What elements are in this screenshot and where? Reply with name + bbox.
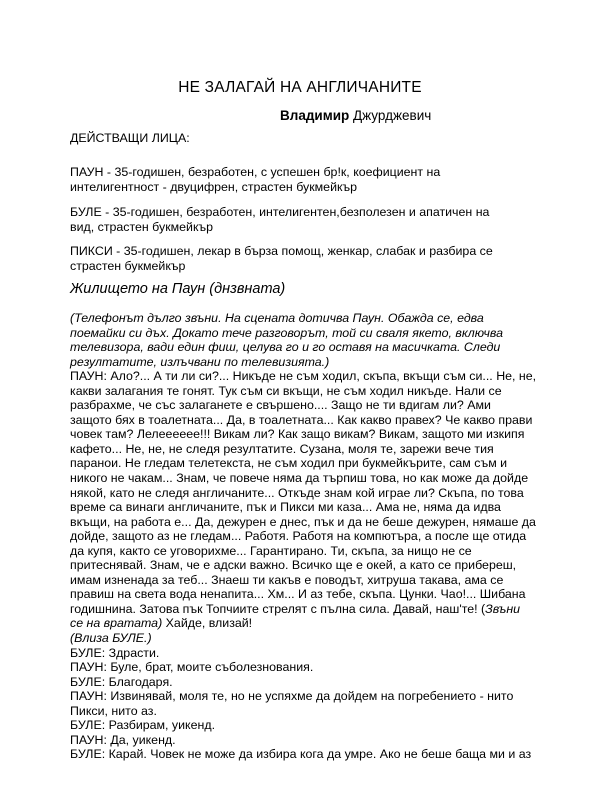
play-line <box>70 442 550 457</box>
play-line <box>70 675 550 690</box>
play-title: НЕ ЗАЛАГАЙ НА АНГЛИЧАНИТЕ <box>178 79 422 96</box>
play-line <box>70 558 550 573</box>
play-line <box>70 529 550 544</box>
play-line <box>70 471 550 486</box>
play-line <box>70 573 550 588</box>
stage-direction: Звъни <box>485 601 521 616</box>
dialogue-text: ПАУН: Буле, брат, моите съболезнования. <box>70 660 314 675</box>
dialogue-text: ПАУН: Ало?... А ти ли си?... Никъде не съм ходил, скъпа, вкъщи съм си... Не, не, <box>70 369 537 384</box>
dialogue-text: годишнина. Затова пък Топчиите стрелят с пълна сила. Давай, наш'те! ( <box>70 601 486 616</box>
play-line <box>70 660 550 675</box>
dialogue-text: никого не чакам... Знам, че повече няма да търпиш това, но как може да дойде <box>70 471 529 486</box>
stage-direction: резултатите, излъчвани по телевизията.) <box>70 354 330 369</box>
dialogue-text: имам изненада за теб... Знаеш ти какъв е поводът, хитруша такава, ама се <box>70 572 504 587</box>
play-line <box>70 718 550 733</box>
play-line <box>70 544 550 559</box>
dialogue-text: БУЛЕ: Разбирам, уикенд. <box>70 718 216 733</box>
dialogue-text: притеснявай. Знам, че е адски важно. Всичко ще е окей, а като се прибереш, <box>70 558 517 573</box>
dialogue-text: какви залагания те гонят. Тук съм си вкъщи, не съм ходил никъде. Нали се <box>70 383 502 398</box>
characters-heading: ДЕЙСТВАЩИ ЛИЦА: <box>70 131 190 145</box>
play-line <box>70 704 550 719</box>
play-line <box>70 369 550 384</box>
character-line: интелигентност - двуцифрен, страстен букмейкър <box>70 179 358 194</box>
character-line: БУЛЕ - 35-годишен, безработен, интелигентен,безполезен и апатичен на <box>70 205 490 219</box>
stage-direction: телевизора, вади един фиш, целува го и го оставя на масичката. Следи <box>70 340 501 355</box>
stage-direction: (Телефонът дълго звъни. На сцената дотичва Паун. Обажда се, едва <box>70 311 484 325</box>
play-line <box>70 646 550 661</box>
stage-direction: поемайки си дъх. Докато тече разговорът, той си сваля якето, включва <box>70 325 503 340</box>
author-first-name: Владимир <box>280 108 350 123</box>
character-line: ПАУН - 35-годишен, безработен, с успешен бр!к, коефициент на <box>70 165 441 179</box>
play-line <box>70 616 550 631</box>
character-line: вид, страстен букмейкър <box>70 219 214 234</box>
dialogue-text: разбрахме, че със залаганете е свършено.... Защо не ти вдигам ли? Ами <box>70 398 491 413</box>
dialogue-text: ПАУН: Извинявай, моля те, но не успяхме да дойдем на погребението - нито <box>70 689 514 704</box>
dialogue-text: БУЛЕ: Благодаря. <box>70 674 173 689</box>
play-line <box>70 747 550 762</box>
play-line <box>70 326 550 341</box>
dialogue-text: да купя, както се уговорихме... Гарантирано. Ти, скъпа, за нищо не се <box>70 543 472 558</box>
play-line <box>70 631 550 646</box>
dialogue-text: паранои. Не гледам телетекста, не съм ходил при букмейкърите, сам съм и <box>70 456 508 471</box>
dialogue-text: Пикси, нито аз. <box>70 703 157 718</box>
play-line <box>70 456 550 471</box>
play-text <box>70 311 550 762</box>
dialogue-text: Хайде, влизай! <box>162 616 253 631</box>
stage-direction: (Влиза БУЛЕ.) <box>70 631 152 646</box>
character-paun <box>70 165 540 194</box>
dialogue-text: дойде, защото аз не гледам... Работя. Работя на компютъра, а после ще отида <box>70 529 527 544</box>
dialogue-text: БУЛЕ: Карай. Човек не може да избира кога да умре. Ако не беше баща ми и аз <box>70 747 532 762</box>
character-line: страстен букмейкър <box>70 258 186 273</box>
character-line: ПИКСИ - 35-годишен, лекар в бърза помощ, женкар, слабак и разбира се <box>70 244 493 258</box>
play-line <box>70 486 550 501</box>
play-line <box>70 689 550 704</box>
play-line <box>70 733 550 748</box>
dialogue-text: БУЛЕ: Здрасти. <box>70 645 160 660</box>
play-line <box>70 413 550 428</box>
dialogue-text: време са винаги англичаните, пък и Пикси ми каза... Ама не, няма да идва <box>70 500 501 515</box>
play-line <box>70 515 550 530</box>
dialogue-text: ПАУН: Да, уикенд. <box>70 732 176 747</box>
play-line <box>70 340 550 355</box>
dialogue-text: правиш на света вода ненапита... Хм... И аз тебе, скъпа. Цунки. Чао!... Шибана <box>70 587 526 602</box>
character-pixi <box>70 244 540 273</box>
play-line <box>70 398 550 413</box>
play-line <box>70 602 550 617</box>
author-last-name: Джурджевич <box>349 108 432 123</box>
play-line <box>70 311 550 326</box>
dialogue-text: кафето... Не, не, не следя резултатите. Сузана, моля те, зарежи вече тия <box>70 441 494 456</box>
play-line <box>70 587 550 602</box>
scene-setting: Жилището на Паун (днзвната) <box>70 281 286 297</box>
dialogue-text: някой, като не следя англичаните... Откъде знам кой играе ли? Скъпа, по това <box>70 485 524 500</box>
play-line <box>70 355 550 370</box>
play-line <box>70 500 550 515</box>
author <box>280 108 431 123</box>
dialogue-text: вкъщи, на работа е... Да, дежурен е днес, пък и да не беше дежурен, нямаше да <box>70 514 536 529</box>
character-bule <box>70 205 540 234</box>
play-line <box>70 427 550 442</box>
dialogue-text: защото бях в тоалетната... Да, в тоалетната... Как какво правех? Че какво прави <box>70 412 533 427</box>
dialogue-text: човек там? Лелееееее!!! Викам ли? Как защо викам? Викам, защото ми изкипя <box>70 427 525 442</box>
play-line <box>70 384 550 399</box>
stage-direction: се на вратата) <box>70 616 163 631</box>
